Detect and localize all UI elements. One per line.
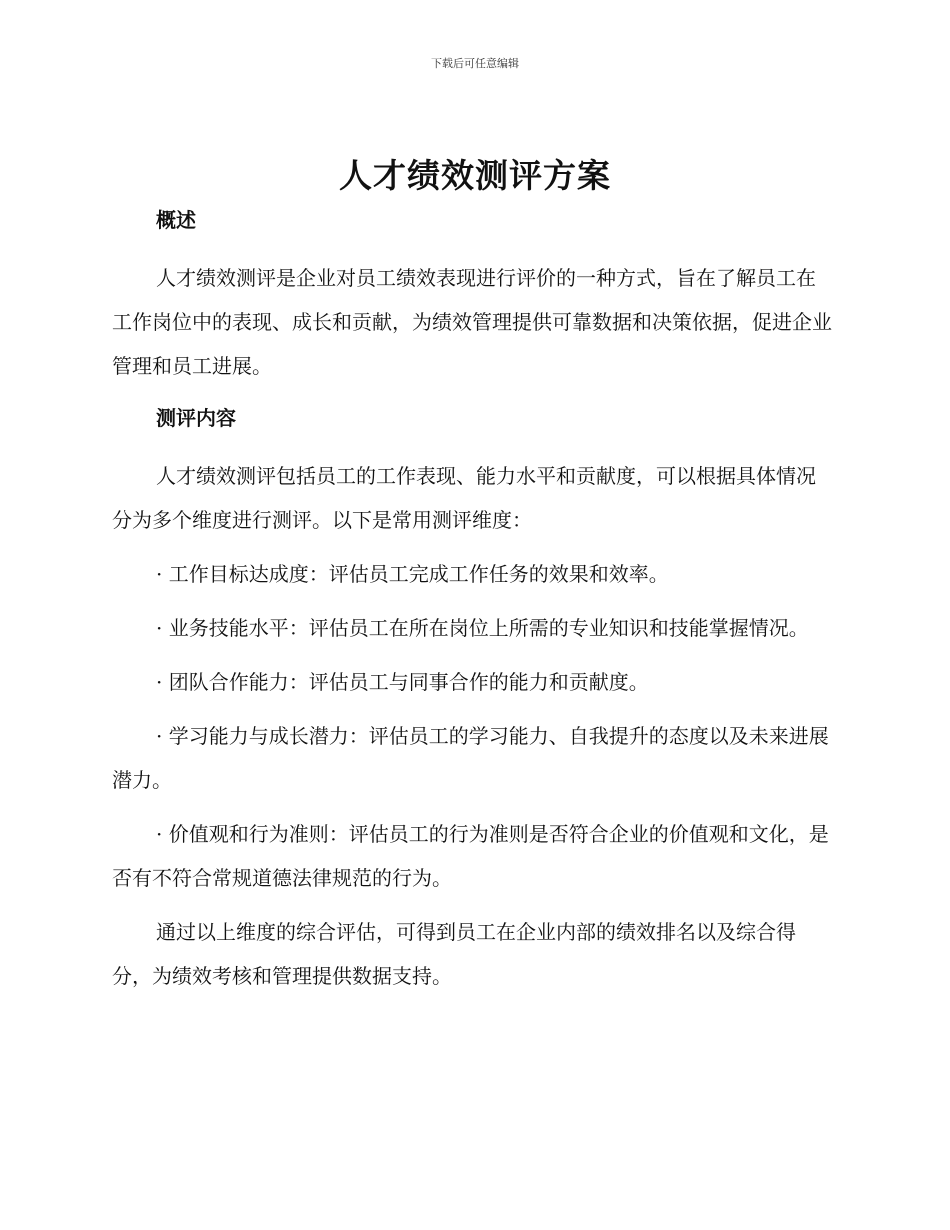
header-note: 下载后可任意编辑 — [431, 57, 519, 70]
dimension-item-teamwork: · 团队合作能力：评估员工与同事合作的能力和贡献度。 — [156, 670, 649, 694]
dimension-item-goal-achievement: · 工作目标达成度：评估员工完成工作任务的效果和效率。 — [156, 562, 669, 586]
document-body — [112, 202, 832, 998]
document-title: 人才绩效测评方案 — [339, 156, 611, 195]
section-heading-overview: 概述 — [156, 208, 196, 232]
conclusion-paragraph: 通过以上维度的综合评估，可得到员工在企业内部的绩效排名以及综合得分，为绩效考核和管理提供数据支持。 — [112, 920, 796, 988]
overview-paragraph: 人才绩效测评是企业对员工绩效表现进行评价的一种方式，旨在了解员工在工作岗位中的表现、成长和贡献，为绩效管理提供可靠数据和决策依据，促进企业管理和员工进展。 — [112, 266, 832, 378]
dimension-item-learning-potential: · 学习能力与成长潜力：评估员工的学习能力、自我提升的态度以及未来进展潜力。 — [112, 724, 829, 792]
dimension-item-business-skills: · 业务技能水平：评估员工在所在岗位上所需的专业知识和技能掌握情况。 — [156, 616, 809, 640]
section-heading-content: 测评内容 — [156, 406, 236, 430]
dimension-item-values-conduct: · 价值观和行为准则：评估员工的行为准则是否符合企业的价值观和文化，是否有不符合常规道德法律规范的行为。 — [112, 822, 829, 890]
content-intro-paragraph: 人才绩效测评包括员工的工作表现、能力水平和贡献度，可以根据具体情况分为多个维度进行测评。以下是常用测评维度： — [112, 464, 816, 532]
